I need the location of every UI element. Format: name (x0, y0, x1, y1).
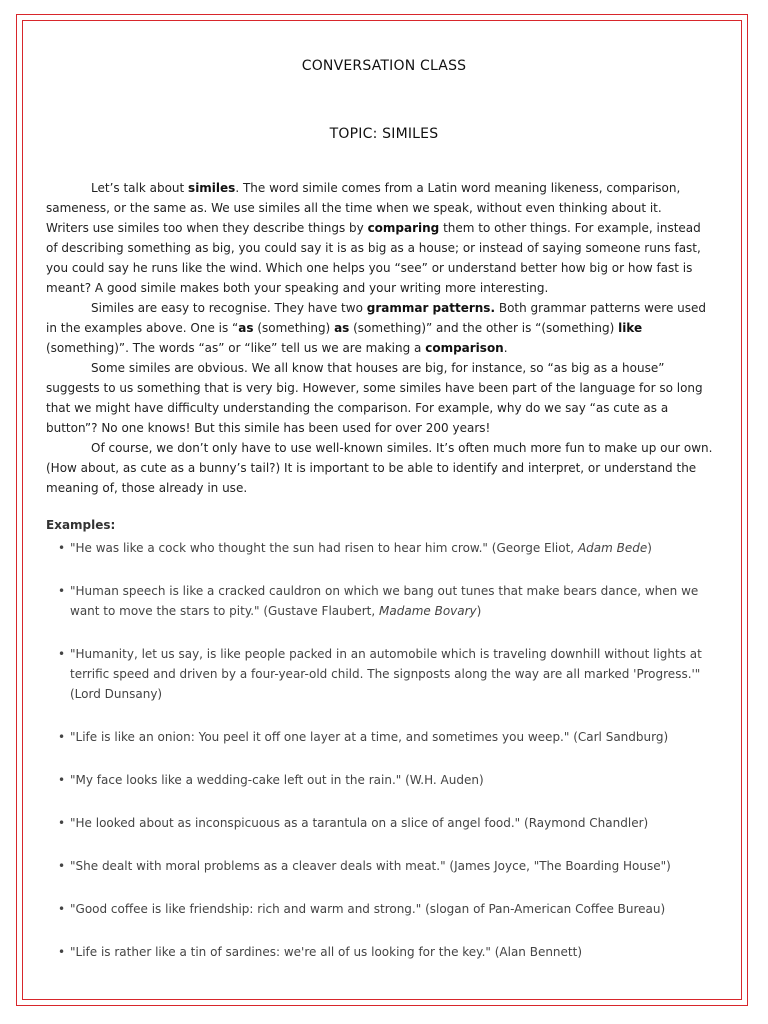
example-item (46, 856, 714, 876)
p3-text-k: . (503, 341, 508, 355)
example-end: ) (476, 604, 482, 618)
p3-text-g: (something)” and the other is “(something) (349, 321, 619, 335)
p3-text-c: Both grammar patterns were used in the examples above. One is “ (46, 301, 706, 335)
p1-bold-similes: similes (188, 181, 236, 195)
example-quote (58, 538, 714, 558)
example-quote (58, 899, 714, 919)
example-item (46, 581, 714, 621)
paragraph-1 (46, 178, 714, 218)
example-work-title: Madame Bovary (379, 604, 477, 618)
topic-heading: TOPIC: SIMILES (329, 126, 439, 142)
document-title: CONVERSATION CLASS (301, 58, 467, 74)
example-text: "She dealt with moral problems as a cleaver deals with meat." (James Joyce, "The Boarding House") (70, 859, 671, 873)
example-quote (58, 581, 714, 621)
paragraph-3 (46, 298, 714, 358)
p3-bold-comparison: comparison (425, 341, 504, 355)
example-item (46, 813, 714, 833)
paragraph-5: Of course, we don’t only have to use well-known similes. It’s often much more fun to make up our own. (How about, as cute as a bunny’s tail?) It is important to be able to identify and interpret, or understand the meaning of, those already in use. (46, 441, 713, 495)
paragraph-4: Some similes are obvious. We all know that houses are big, for instance, so “as big as a house” suggests to us something that is very big. However, some similes have been part of the language for so long that we might have difficulty understanding the comparison. For example, why do we say “as cute as a button”? No one knows! But this simile has been used for over 200 years! (46, 361, 703, 435)
examples-list (46, 538, 714, 985)
example-text: "Life is rather like a tin of sardines: we're all of us looking for the key." (Alan Bennett) (70, 945, 583, 959)
example-quote (58, 644, 714, 704)
example-item (46, 644, 714, 704)
p1-text-a: Let’s talk about (91, 181, 189, 195)
example-text: "Life is like an onion: You peel it off one layer at a time, and sometimes you weep." (Carl Sandburg) (70, 730, 669, 744)
example-end: ) (647, 541, 652, 555)
examples-heading: Examples: (46, 518, 116, 532)
p3-text-e: (something) (253, 321, 335, 335)
bullet-icon: • (58, 945, 66, 959)
example-item (46, 727, 714, 747)
p3-text-i: (something)”. The words “as” or “like” tell us we are making a (46, 341, 426, 355)
example-text: "He looked about as inconspicuous as a tarantula on a slice of angel food." (Raymond Chandler) (70, 816, 649, 830)
p3-bold-grammar: grammar patterns. (366, 301, 496, 315)
p3-bold-as-1: as (238, 321, 254, 335)
example-text: "He was like a cock who thought the sun had risen to hear him crow." (George Eliot, (70, 541, 578, 555)
bullet-icon: • (58, 541, 66, 555)
bullet-icon: • (58, 859, 66, 873)
example-text: "Humanity, let us say, is like people packed in an automobile which is traveling downhill without lights at terrific speed and driven by a four-year-old child. The signposts along the way are all marked 'Progress.'" (Lord Dunsany) (70, 647, 702, 701)
example-quote (58, 813, 714, 833)
p2-text-c: them to other things. For example, instead of describing something as big, you could say it is as big as a house; or instead of saying someone runs fast, you could say he runs like the wind. Which one helps you “see” or understand better how big or how fast is meant? A good simile makes both your speaking and your writing more interesting. (46, 221, 701, 295)
example-item (46, 770, 714, 790)
body-text (46, 178, 714, 498)
example-text: "My face looks like a wedding-cake left out in the rain." (W.H. Auden) (70, 773, 484, 787)
example-quote (58, 942, 714, 962)
example-text: "Human speech is like a cracked cauldron on which we bang out tunes that make bears dance, when we want to move the stars to pity." (Gustave Flaubert, (70, 584, 699, 618)
example-item (46, 538, 714, 558)
example-quote (58, 727, 714, 747)
p2-bold-comparing: comparing (367, 221, 440, 235)
example-quote (58, 770, 714, 790)
p3-bold-as-2: as (334, 321, 350, 335)
p3-text-a: Similes are easy to recognise. They have two (91, 301, 367, 315)
paragraph-2 (46, 218, 714, 298)
p2-text-a: Writers use similes too when they describe things by (46, 221, 368, 235)
bullet-icon: • (58, 647, 66, 661)
example-item (46, 942, 714, 962)
p1-text-c: . The word simile comes from a Latin word meaning likeness, comparison, sameness, or the same as. We use similes all the time when we speak, without even thinking about it. (46, 181, 681, 215)
bullet-icon: • (58, 584, 66, 598)
bullet-icon: • (58, 773, 66, 787)
example-quote (58, 856, 714, 876)
bullet-icon: • (58, 730, 66, 744)
example-item (46, 899, 714, 919)
bullet-icon: • (58, 902, 66, 916)
bullet-icon: • (58, 816, 66, 830)
example-work-title: Adam Bede (577, 541, 648, 555)
example-text: "Good coffee is like friendship: rich and warm and strong." (slogan of Pan-American Coffee Bureau) (70, 902, 666, 916)
p3-bold-like: like (618, 321, 643, 335)
